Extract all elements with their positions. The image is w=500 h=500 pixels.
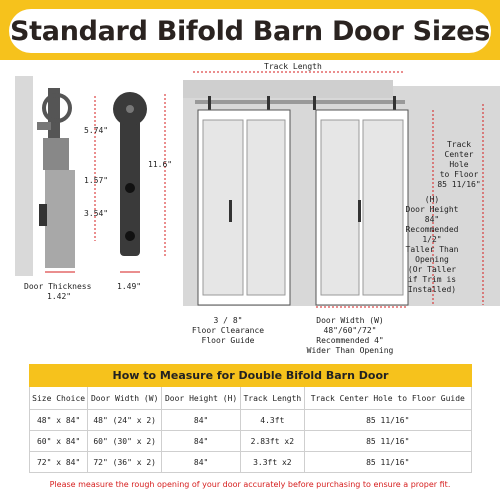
left-panel-b bbox=[247, 120, 285, 295]
table-header-track: Track Length bbox=[241, 387, 304, 410]
hanger-1 bbox=[208, 96, 211, 110]
center-hole-line-5: 85 11/16" bbox=[437, 180, 481, 189]
door-width-line-1: Door Width (W) bbox=[316, 316, 384, 325]
door-height-label bbox=[392, 195, 472, 295]
table-cell: 85 11/16" bbox=[304, 410, 471, 431]
center-hole-line-4: to Floor bbox=[439, 170, 479, 179]
bolt-hole-upper bbox=[125, 183, 135, 193]
track-rail bbox=[195, 100, 405, 104]
wheel-hub bbox=[126, 105, 134, 113]
hanger-3 bbox=[313, 96, 316, 110]
center-hole-line-1: Track bbox=[446, 140, 472, 149]
dim-label-574: 5.74" bbox=[84, 126, 109, 135]
dim-label-354: 3.54" bbox=[84, 209, 109, 218]
door-width-line-2: 48"/60"/72" bbox=[323, 326, 377, 335]
table-cell: 85 11/16" bbox=[304, 431, 471, 452]
table-cell: 72" (36" x 2) bbox=[88, 452, 162, 473]
table-cell: 85 11/16" bbox=[304, 452, 471, 473]
center-hole-line-2: Center bbox=[444, 150, 474, 159]
door-height-line-6: Taller Than bbox=[405, 245, 459, 254]
title-banner bbox=[0, 0, 500, 60]
floor-guide-side bbox=[39, 204, 47, 226]
door-thickness-value: 1.42" bbox=[47, 292, 72, 301]
door-height-line-5: 1/2" bbox=[422, 235, 442, 244]
center-hole-line-3: Hole bbox=[449, 160, 469, 169]
thickness-149-label: 1.49" bbox=[117, 282, 142, 291]
hanger-2 bbox=[267, 96, 270, 110]
table-cell: 4.3ft bbox=[241, 410, 304, 431]
door-height-line-10: Installed) bbox=[407, 285, 457, 294]
table-cell: 84" bbox=[162, 452, 241, 473]
table-row bbox=[30, 452, 472, 473]
table-cell: 2.83ft x2 bbox=[241, 431, 304, 452]
table-cell: 60" (30" x 2) bbox=[88, 431, 162, 452]
track-length-label: Track Length bbox=[264, 62, 322, 71]
door-height-line-3: 84" bbox=[424, 215, 440, 224]
table-cell: 84" bbox=[162, 431, 241, 452]
door-height-line-2: Door Height bbox=[405, 205, 459, 214]
left-panel-a bbox=[203, 120, 243, 295]
dim-label-116: 11.6" bbox=[148, 160, 173, 169]
floor-clearance-line-1: 3 / 8" bbox=[213, 316, 243, 325]
left-door-handle bbox=[229, 200, 232, 222]
door-height-line-7: Opening bbox=[415, 255, 449, 264]
floor-clearance-line-3: Floor Guide bbox=[201, 336, 255, 345]
size-table bbox=[29, 364, 472, 473]
table-header-height: Door Height (H) bbox=[162, 387, 241, 410]
door-width-line-3: Recommended 4" bbox=[316, 336, 384, 345]
door-width-label bbox=[295, 316, 405, 356]
footnote: Please measure the rough opening of your door accurately before purchasing to ensure a proper fit. bbox=[49, 480, 451, 489]
table-header-width: Door Width (W) bbox=[88, 387, 162, 410]
table-cell: 3.3ft x2 bbox=[241, 452, 304, 473]
right-panel-a bbox=[321, 120, 359, 295]
page-title: Standard Bifold Barn Door Sizes bbox=[10, 15, 490, 47]
bolt-hole-lower bbox=[125, 231, 135, 241]
table-header-center-hole: Track Center Hole to Floor Guide bbox=[304, 387, 471, 410]
door-thickness-label: Door Thickness bbox=[24, 282, 92, 291]
door-height-line-4: Recommended bbox=[405, 225, 459, 234]
table-cell: 84" bbox=[162, 410, 241, 431]
hanger-4 bbox=[393, 96, 396, 110]
center-hole-label bbox=[420, 140, 498, 190]
side-bracket bbox=[43, 138, 69, 170]
table-cell: 72" x 84" bbox=[30, 452, 88, 473]
door-width-line-4: Wider Than Opening bbox=[306, 346, 394, 355]
wall-section bbox=[15, 76, 33, 276]
title-pill bbox=[9, 9, 491, 53]
door-slab-side bbox=[45, 170, 75, 268]
door-height-line-8: (Or Taller bbox=[407, 265, 457, 274]
table-cell: 60" x 84" bbox=[30, 431, 88, 452]
side-track-bar bbox=[37, 122, 51, 130]
door-height-line-9: if Trim is bbox=[407, 275, 457, 284]
table-row bbox=[30, 431, 472, 452]
table-header-size: Size Choice bbox=[30, 387, 88, 410]
table-caption: How to Measure for Double Bifold Barn Door bbox=[30, 365, 472, 387]
door-height-line-1: (H) bbox=[424, 195, 440, 204]
table-row bbox=[30, 410, 472, 431]
floor-clearance-label bbox=[188, 316, 268, 346]
right-door-handle bbox=[358, 200, 361, 222]
floor-clearance-line-2: Floor Clearance bbox=[191, 326, 265, 335]
table-cell: 48" (24" x 2) bbox=[88, 410, 162, 431]
dim-label-157: 1.57" bbox=[84, 176, 109, 185]
table-cell: 48" x 84" bbox=[30, 410, 88, 431]
top-header-strip bbox=[183, 80, 393, 98]
